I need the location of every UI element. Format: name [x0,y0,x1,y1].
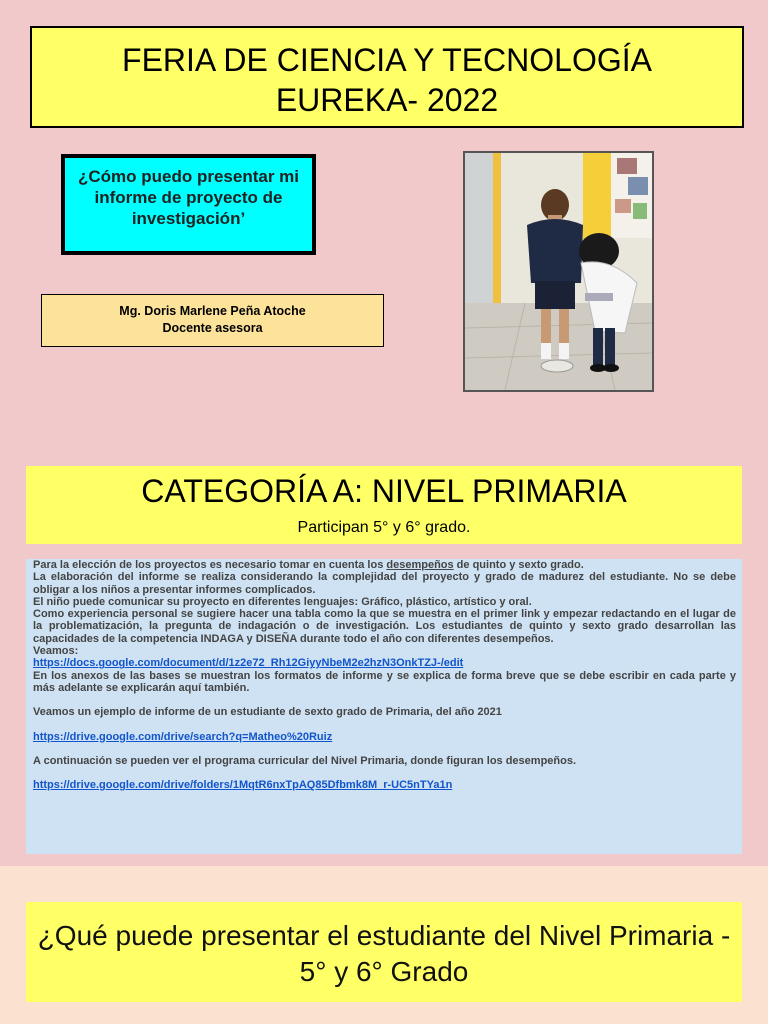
category-header [26,466,742,544]
info-paragraph-6: En los anexos de las bases se muestran los formatos de informe y se explica de forma breve que se debe escribir en cada parte y más adelante se explicarán aquí también. [33,669,736,694]
info-p1-tail: de quinto y sexto grado. [453,559,584,571]
link-curriculum-folder[interactable]: https://drive.google.com/drive/folders/1MqtR6nxTpAQ85Dfbmk8M_r-UC5nTYa1n [33,779,453,792]
info-paragraph-5: Veamos: [33,645,79,658]
category-title: CATEGORÍA A: NIVEL PRIMARIA [141,473,627,509]
info-paragraph-8: A continuación se pueden ver el programa curricular del Nivel Primaria, donde figuran los desempeños. [33,754,577,767]
category-subtitle: Participan 5° y 6° grado. [297,519,471,536]
author-name: Mg. Doris Marlene Peña Atoche [119,304,306,318]
info-paragraph-2: La elaboración del informe se realiza considerando la complejidad del proyecto y grado de madurez del estudiante. No se debe obligar a los niños a presentar informes complicados. [33,571,736,596]
title-line-2: EUREKA- 2022 [275,82,499,118]
title-line-1: FERIA DE CIENCIA Y TECNOLOGÍA [122,42,652,78]
next-slide-title: ¿Qué puede presentar el estudiante del Nivel Primaria - 5° y 6° Grado [26,902,742,1002]
info-panel [26,559,742,854]
question-box: ¿Cómo puedo presentar mi informe de proyecto de investigación’ [61,154,316,255]
author-role: Docente asesora [162,321,263,335]
info-p1-underlined: desempeños [386,559,454,571]
link-example-report[interactable]: https://drive.google.com/drive/search?q=Matheo%20Ruiz [33,730,333,743]
info-p1-text: Para la elección de los proyectos es necesario tomar en cuenta los [33,559,387,571]
info-paragraph-3: El niño puede comunicar su proyecto en diferentes lenguajes: Gráfico, plástico, artístico y oral. [33,595,532,608]
author-box [41,294,384,347]
info-paragraph-4: Como experiencia personal se sugiere hacer una tabla como la que se muestra en el primer link y empezar redactando en el lugar de la problematización, la pregunta de indagación o de investigación. Los estudiantes de quinto y sexto grado desarrollan las capacidades de la competencia INDAGA y DISEÑA durante todo el año con diferentes desempeños. [33,608,736,645]
link-docs-table[interactable]: https://docs.google.com/document/d/1z2e72_Rh12GiyyNbeM2e2hzN3OnkTZJ-/edit [33,657,464,670]
info-paragraph-7: Veamos un ejemplo de informe de un estudiante de sexto grado de Primaria, del año 2021 [33,706,502,719]
page-title [30,26,744,128]
students-photo [463,151,654,392]
info-paragraph-1 [33,559,736,571]
